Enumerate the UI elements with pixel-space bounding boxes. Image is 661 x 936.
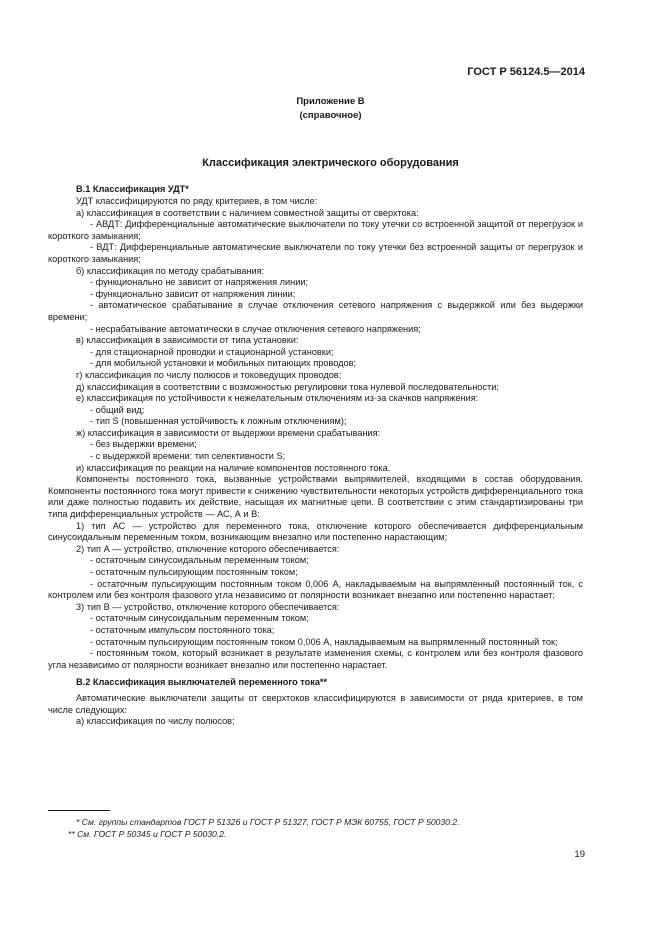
list-item: - функционально зависит от напряжения линии; <box>90 288 296 299</box>
list-item: е) классификация по устойчивости к нежелательным отключениям из-за скачков напряжения: <box>76 393 479 404</box>
paragraph: УДТ классифицируются по ряду критериев, в том числе: <box>76 196 318 206</box>
page-number: 19 <box>574 849 585 860</box>
list-item: 2) тип А — устройство, отключение которого обеспечивается: <box>76 543 340 554</box>
list-item: ж) классификация в зависимости от выдержки времени срабатывания: <box>76 427 381 438</box>
list-item: - с выдержкой времени: тип селективности S; <box>90 451 286 462</box>
footnote-1: * См. группы стандартов ГОСТ Р 51326 и ГОСТ Р 51327, ГОСТ Р МЭК 60755, ГОСТ Р 50030.2. <box>76 817 460 827</box>
list-item: - общий вид; <box>90 404 145 415</box>
paragraph: Автоматические выключатели защиты от сверхтоков классифицируются в зависимости от ряда критериев, в том числе следующих: <box>48 692 583 715</box>
list-item: - остаточным пульсирующим постоянным током 0,006 А, накладываемым на выпрямленный постоянный ток; <box>90 636 558 647</box>
list-item: - тип S (повышенная устойчивость к ложным отключениям); <box>90 416 347 427</box>
list-item: - без выдержки времени; <box>90 439 197 450</box>
list-item: - для стационарной проводки и стационарной установки; <box>90 346 334 357</box>
document-code: ГОСТ Р 56124.5—2014 <box>467 66 585 78</box>
paragraph: Компоненты постоянного тока, вызванные устройствами выпрямителей, входящими в состав оборудования. Компоненты постоянного тока могут привести к снижению чувствительности некоторых устройств дифференциального тока или даже полностью подавить их действие, насыщая их магнитные цепи. В соответствии с этим стандартизированы три типа дифференциальных устройств — АС, А и В: <box>48 474 583 520</box>
page-title: Классификация электрического оборудования <box>202 157 459 169</box>
list-item: б) классификация по методу срабатывания: <box>76 265 265 276</box>
list-item: - функционально не зависит от напряжения линии; <box>90 277 309 288</box>
list-item: г) классификация по числу полюсов и токоведущих проводов; <box>76 369 342 380</box>
list-item: д) классификация в соответствии с возможностью регулировки тока нулевой последовательности; <box>76 381 499 392</box>
footnote-2: ** См. ГОСТ Р 50345 и ГОСТ Р 50030.2. <box>68 829 227 839</box>
list-item: - автоматическое срабатывание в случае отключения сетевого напряжения с выдержкой или без выдержки времени; <box>48 300 583 322</box>
list-item: - остаточным импульсом постоянного тока; <box>90 624 275 635</box>
document-body <box>48 196 583 728</box>
appendix-label: Приложение В <box>296 96 365 107</box>
list-item: 1) тип АС — устройство для переменного тока, отключение которого обеспечивается дифференциальным синусоидальным переменным током, возникающим внезапно или постепенно нарастающим; <box>48 520 583 543</box>
list-item: - АВДТ: Дифференциальные автоматические выключатели по току утечки со встроенной защитой от перегрузок и короткого замыкания; <box>48 219 583 241</box>
list-item: - остаточным синусоидальным переменным током; <box>90 555 309 566</box>
list-item: - остаточным синусоидальным переменным током; <box>90 613 309 624</box>
list-item: а) классификация по числу полюсов; <box>76 716 235 727</box>
list-item: - постоянным током, который возникает в результате изменения схемы, с контролем или без контроля фазового угла независимо от полярности возникает внезапно или постепенно нарастает. <box>48 648 583 670</box>
section-2-heading: В.2 Классификация выключателей переменного тока** <box>76 677 328 688</box>
footnote-divider <box>48 810 110 811</box>
list-item: в) классификация в зависимости от типа установки: <box>76 335 299 346</box>
list-item: а) классификация в соответствии с наличием совместной защиты от сверхтока: <box>76 207 419 218</box>
list-item: 3) тип В — устройство, отключение которого обеспечивается: <box>76 601 340 612</box>
list-item: - ВДТ: Дифференциальные автоматические выключатели по току утечки без встроенной защиты от перегрузок и короткого замыкания; <box>48 242 583 264</box>
list-item: - для мобильной установки и мобильных питающих проводов; <box>90 358 357 369</box>
list-item: - остаточным пульсирующим постоянным током 0,006 А, накладываемым на выпрямленный постоянный ток, с контролем или без контроля фазового угла независимо от полярности возникает внезапно или постепенно нарастает; <box>48 578 583 601</box>
appendix-kind: (справочное) <box>299 110 362 121</box>
section-1-heading: В.1 Классификация УДТ* <box>76 184 189 194</box>
list-item: - остаточным пульсирующим постоянным током; <box>90 567 298 577</box>
list-item: и) классификация по реакции на наличие компонентов постоянного тока. <box>76 462 391 473</box>
list-item: - несрабатывание автоматически в случае отключения сетевого напряжения; <box>90 323 421 334</box>
